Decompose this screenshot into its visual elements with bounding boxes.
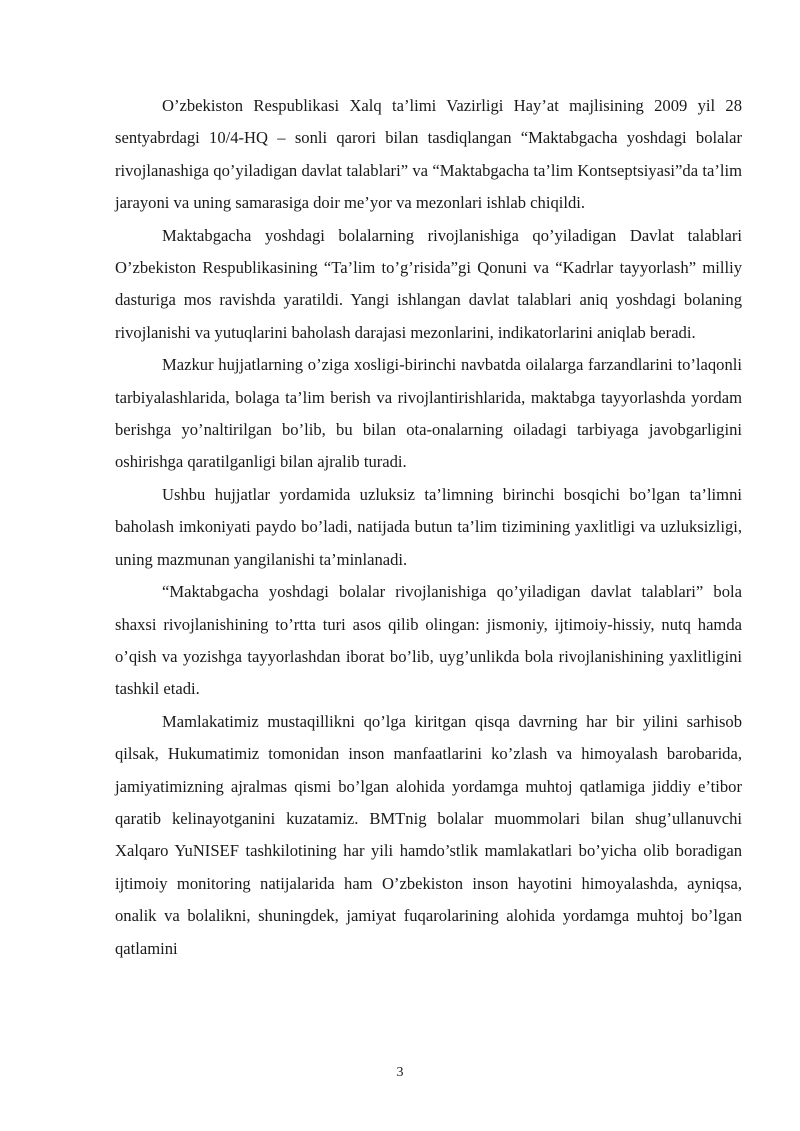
page-number: 3: [396, 1065, 404, 1080]
paragraph-2: Maktabgacha yoshdagi bolalarning rivojlanishiga qo’yiladigan Davlat talablari O’zbekiston Respublikasining “Ta’lim to’g’risida”gi Qonuni va “Kadrlar tayyorlash” milliy dasturiga mos ravishda yaratildi. Yangi ishlangan davlat talablari aniq yoshdagi bolaning rivojlanishi va yutuqlarini baholash darajasi mezonlarini, indikatorlarini aniqlab beradi.: [115, 225, 742, 342]
paragraph-6: Mamlakatimiz mustaqillikni qo’lga kiritgan qisqa davrning har bir yilini sarhisob qilsak, Hukumatimiz tomonidan inson manfaatlarini ko’zlash va himoyalash barobarida, jamiyatimizning ajralmas qismi bo’lgan alohida yordamga muhtoj qatlamiga jiddiy e’tibor qaratib kelinayotganini kuzatamiz. BMTnig bolalar muommolari bilan shug’ullanuvchi Xalqaro YuNISEF tashkilotining har yili hamdo’stlik mamlakatlari bo’yicha olib boradigan ijtimoiy monitoring natijalarida ham O’zbekiston inson hayotini himoyalashda, ayniqsa, onalik va bolalikni, shuningdek, jamiyat fuqarolarining alohida yordamga muhtoj bo’lgan qatlamini: [115, 711, 742, 958]
paragraph-3: Mazkur hujjatlarning o’ziga xosligi-birinchi navbatda oilalarga farzandlarini to’laqonli tarbiyalashlarida, bolaga ta’lim berish va rivojlantirishlarida, maktabga tayyorlashda yordam berishga yo’naltirilgan bo’lib, bu bilan ota-onalarning oiladagi tarbiyaga javobgarligini oshirishga qaratilganligi bilan ajralib turadi.: [115, 355, 742, 472]
paragraph-1: O’zbekiston Respublikasi Xalq ta’limi Vazirligi Hay’at majlisining 2009 yil 28 sentyabrdagi 10/4-HQ – sonli qarori bilan tasdiqlangan “Maktabgacha yoshdagi bolalar rivojlanashiga qo’yiladigan davlat talablari” va “Maktabgacha ta’lim Kontseptsiyasi”da ta’lim jarayoni va uning samarasiga doir me’yor va mezonlari ishlab chiqildi.: [115, 96, 742, 213]
paragraph-5: “Maktabgacha yoshdagi bolalar rivojlanishiga qo’yiladigan davlat talablari” bola shaxsi rivojlanishining to’rtta turi asos qilib olingan: jismoniy, ijtimoiy-hissiy, nutq hamda o’qish va yozishga tayyorlashdan iborat bo’lib, uyg’unlikda bola rivojlanishining yaxlitligini tashkil etadi.: [115, 582, 742, 699]
document-body: [115, 90, 742, 965]
paragraph-4: Ushbu hujjatlar yordamida uzluksiz ta’limning birinchi bosqichi bo’lgan ta’limni baholash imkoniyati paydo bo’ladi, natijada butun ta’lim tizimining yaxlitligi va uzluksizligi, uning mazmunan yangilanishi ta’minlanadi.: [115, 484, 742, 569]
